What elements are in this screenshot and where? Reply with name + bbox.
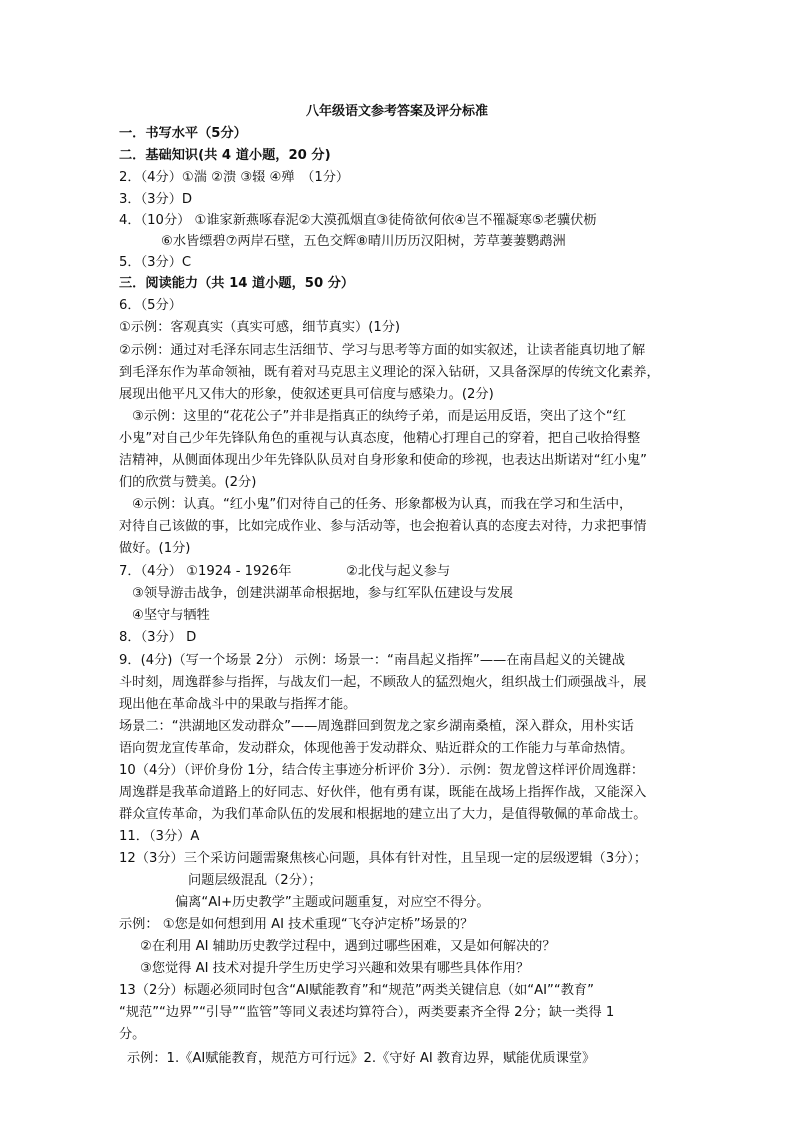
answer-line: 小鬼”对自己少年先锋队角色的重视与认真态度，他精心打理自己的穿着，把自己收拾得整	[119, 431, 641, 446]
answer-line: 8．（3分） D	[119, 630, 197, 645]
answer-line: 11．（3分）A	[119, 829, 200, 844]
answer-line: ⑥水皆缥碧⑦两岸石壁，五色交辉⑧晴川历历汉阳树，芳草萋萋鹦鹉洲	[161, 234, 566, 249]
answer-line: 斗时刻，周逸群参与指挥，与战友们一起，不顾敌人的猛烈炮火，组织战士们顽强战斗，展	[119, 675, 647, 690]
section-heading-reading: 三．阅读能力（共 14 道小题，50 分）	[119, 276, 355, 291]
answer-line: 们的欣赏与赞美。(2分)	[119, 475, 257, 490]
answer-line: ②北伐与起义参与	[346, 564, 451, 579]
section-heading-basics: 二．基础知识(共 4 道小题，20 分)	[119, 148, 331, 163]
answer-line: 问题层级混乱（2分）；	[188, 873, 322, 888]
answer-line: ②在利用 AI 辅助历史教学过程中，遇到过哪些困难，又是如何解决的？	[140, 939, 556, 954]
answer-line: 洁精神，从侧面体现出少年先锋队队员对自身形象和使命的珍视，也表达出斯诺对“红小鬼”	[119, 453, 647, 468]
answer-line: 周逸群是我革命道路上的好同志、好伙伴，他有勇有谋，既能在战场上指挥作战，又能深入	[119, 785, 647, 800]
answer-line: 偏离“AI+历史教学”主题或问题重复，对应空不得分。	[175, 895, 490, 910]
answer-line: 场景二：“洪湖地区发动群众”——周逸群回到贺龙之家乡湖南桑植，深入群众，用朴实话	[119, 719, 634, 734]
answer-line: 对待自己该做的事，比如完成作业、参与活动等，也会抱着认真的态度去对待，力求把事情	[119, 519, 647, 534]
answer-line: 语向贺龙宣传革命，发动群众，体现他善于发动群众、贴近群众的工作能力与革命热情。	[119, 741, 634, 756]
answer-line: ③您觉得 AI 技术对提升学生历史学习兴趣和效果有哪些具体作用？	[140, 961, 530, 976]
answer-line: 示例：1.《AI赋能教育，规范方可行远》2.《守好 AI 教育边界，赋能优质课堂》	[127, 1051, 596, 1066]
answer-line: “规范”“边界”“引导”“监管”等同义表述均算符合），两类要素齐全得 2分；缺一类得 1	[119, 1005, 615, 1020]
answer-line: 7．（4分） ①1924 - 1926年	[119, 564, 292, 579]
answer-line: 示例： ①您是如何想到用 AI 技术重现“飞夺泸定桥”场景的？	[119, 917, 474, 932]
answer-line: 现出他在革命战斗中的果敢与指挥才能。	[119, 697, 357, 712]
answer-line: 12（3分）三个采访问题需聚焦核心问题，具体有针对性，且呈现一定的层级逻辑（3分）；	[119, 851, 648, 866]
answer-line: ④坚守与牺牲	[132, 608, 210, 623]
answer-line: 10（4分）（评价身份 1分，结合传主事迹分析评价 3分）．示例：贺龙曾这样评价周逸群：	[119, 763, 645, 778]
answer-line: 展现出他平凡又伟大的形象，使叙述更具可信度与感染力。(2分)	[119, 387, 494, 402]
answer-line: ④示例：认真。“红小鬼”们对待自己的任务、形象都极为认真，而我在学习和生活中，	[132, 497, 633, 512]
answer-line: ①示例：客观真实（真实可感，细节真实）(1分)	[119, 320, 401, 335]
answer-line: ②示例：通过对毛泽东同志生活细节、学习与思考等方面的如实叙述，让读者能真切地了解	[119, 343, 646, 358]
answer-line: 2．（4分）①湍 ②溃 ③辍 ④殚 （1分）	[119, 170, 350, 185]
page-title: 八年级语文参考答案及评分标准	[305, 104, 488, 119]
answer-line: 分。	[119, 1027, 146, 1042]
answer-line: 到毛泽东作为革命领袖，既有着对马克思主义理论的深入钻研，又具备深厚的传统文化素养，	[119, 365, 660, 380]
answer-line: 4．（10分） ①谁家新燕啄春泥②大漠孤烟直③徒倚欲何依④岂不罹凝寒⑤老骥伏枥	[119, 213, 597, 228]
answer-line: 9．(4分)（写一个场景 2分） 示例：场景一：“南昌起义指挥”——在南昌起义的关键战	[119, 653, 625, 668]
answer-line: 6．（5分）	[119, 298, 182, 313]
answer-line: ③领导游击战争，创建洪湖革命根据地，参与红军队伍建设与发展	[132, 586, 514, 601]
answer-line: 13（2分）标题必须同时包含“AI赋能教育”和“规范”两类关键信息（如“AI”“教育”	[119, 983, 594, 998]
answer-line: 5．（3分）C	[119, 255, 192, 270]
answer-line: 做好。(1分)	[119, 541, 191, 556]
answer-line: 群众宣传革命，为我们革命队伍的发展和根据地的建立出了大力，是值得敬佩的革命战士。	[119, 807, 647, 822]
answer-line: 3．（3分）D	[119, 192, 193, 207]
answer-line: ③示例：这里的“花花公子”并非是指真正的纨绔子弟，而是运用反语，突出了这个“红	[132, 409, 626, 424]
section-heading-writing: 一．书写水平（5分）	[119, 126, 247, 141]
